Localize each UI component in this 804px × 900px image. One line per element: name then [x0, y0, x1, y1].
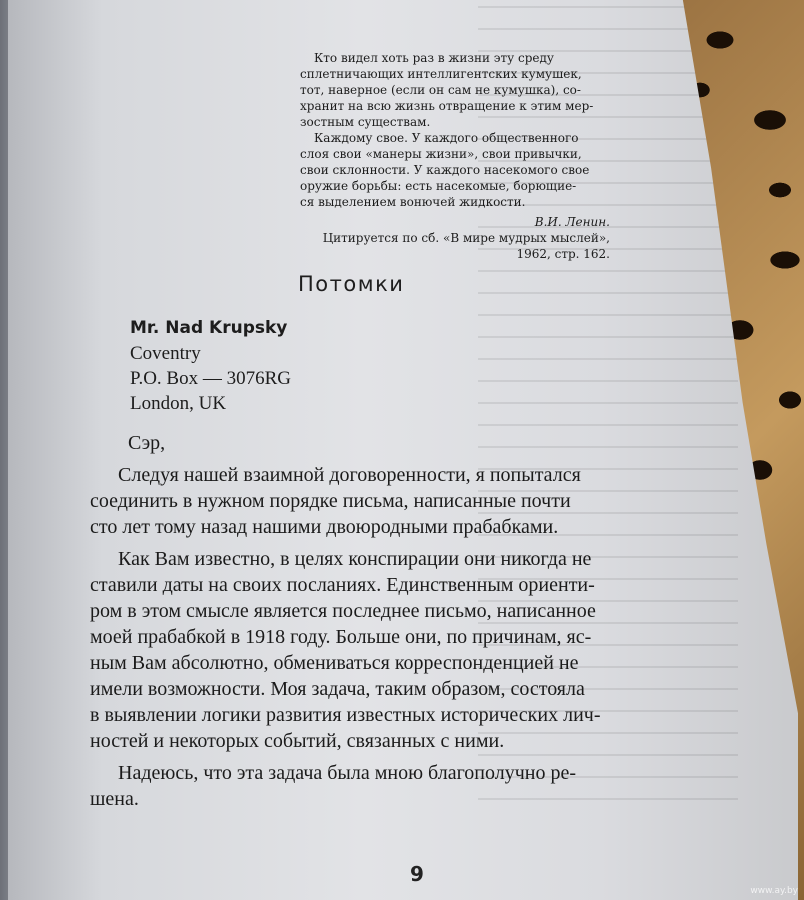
letter-line: сто лет тому назад нашими двоюродными прабабками. [90, 516, 559, 538]
letter-line: ностей и некоторых событий, связанных с ними. [90, 730, 505, 752]
letter-line: моей прабабкой в 1918 году. Больше они, по причинам, яс- [90, 626, 592, 648]
epigraph [300, 50, 610, 262]
letter-greeting: Сэр, [128, 432, 166, 454]
epigraph-line: хранит на всю жизнь отвращение к этим мер- [300, 99, 594, 113]
letter-line: шена. [90, 788, 139, 810]
recipient-city: Coventry [130, 343, 201, 364]
recipient-box: P.O. Box — 3076RG [130, 368, 291, 389]
epigraph-line: зостным существам. [300, 115, 431, 129]
chapter-title: Потомки [298, 272, 405, 296]
epigraph-line: свои склонности. У каждого насекомого свое [300, 163, 590, 177]
letter-line: Следуя нашей взаимной договоренности, я попытался [118, 464, 581, 486]
letter-line: соединить в нужном порядке письма, написанные почти [90, 490, 571, 512]
recipient-country: London, UK [130, 393, 227, 414]
letter-line: ставили даты на своих посланиях. Единственным ориенти- [90, 574, 595, 596]
epigraph-source-page: 1962, стр. 162. [516, 247, 610, 261]
epigraph-line: Кто видел хоть раз в жизни эту среду [314, 51, 554, 65]
watermark: www.ay.by [750, 886, 798, 896]
letter-line: Как Вам известно, в целях конспирации они никогда не [118, 548, 592, 570]
epigraph-author: В.И. Ленин. [534, 215, 610, 229]
letter-line: имели возможности. Моя задача, таким образом, состояла [90, 678, 585, 700]
letter-line: в выявлении логики развития известных исторических лич- [90, 704, 601, 726]
epigraph-line: слоя свои «манеры жизни», свои привычки, [300, 147, 582, 161]
recipient-address [130, 316, 430, 416]
epigraph-line: сплетничающих интеллигентских кумушек, [300, 67, 582, 81]
letter-line: Надеюсь, что эта задача была мною благополучно ре- [118, 762, 576, 784]
letter-line: ным Вам абсолютно, обмениваться корреспонденцией не [90, 652, 579, 674]
letter-body [90, 430, 700, 812]
recipient-name: Mr. Nad Krupsky [130, 318, 288, 338]
epigraph-line: ся выделением вонючей жидкости. [300, 195, 526, 209]
epigraph-source: Цитируется по сб. «В мире мудрых мыслей», [322, 231, 610, 245]
page-number: 9 [410, 862, 424, 886]
epigraph-line: Каждому свое. У каждого общественного [314, 131, 579, 145]
epigraph-line: оружие борьбы: есть насекомые, борющие- [300, 179, 577, 193]
letter-line: ром в этом смысле является последнее письмо, написанное [90, 600, 596, 622]
epigraph-line: тот, наверное (если он сам не кумушка), со- [300, 83, 581, 97]
